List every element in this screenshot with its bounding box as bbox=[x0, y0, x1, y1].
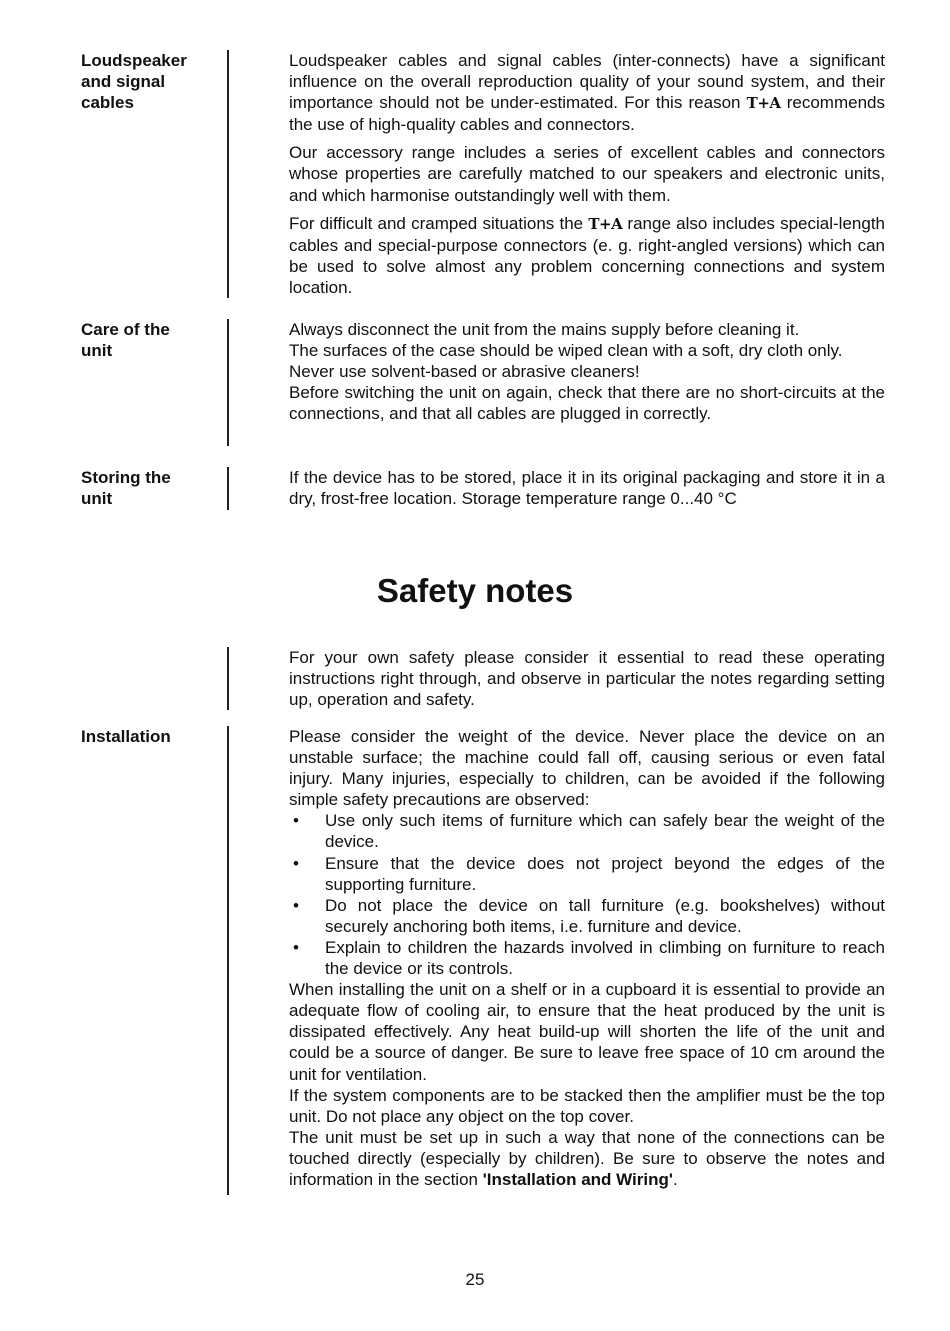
list-item-text: Explain to children the hazards involved in climbing on furniture to reach the device or its controls. bbox=[325, 937, 885, 979]
margin-rule bbox=[227, 726, 229, 1195]
safety-intro-text: For your own safety please consider it essential to read these operating instructions right through, and observe in particular the notes regarding setting up, operation and safety. bbox=[289, 648, 885, 710]
care-line-4: Before switching the unit on again, check that there are no short-circuits at the connections, and that all cables are plugged in correctly. bbox=[289, 383, 885, 424]
care-line-3: Never use solvent-based or abrasive cleaners! bbox=[289, 362, 640, 382]
cables-body bbox=[289, 50, 885, 298]
section-title-care: Care of the unit bbox=[81, 320, 170, 360]
care-line-2: The surfaces of the case should be wiped clean with a soft, dry cloth only. bbox=[289, 341, 843, 361]
list-item-text: Do not place the device on tall furniture (e.g. bookshelves) without securely anchoring both items, i.e. furniture and device. bbox=[325, 895, 885, 936]
text-span: For difficult and cramped situations the bbox=[289, 213, 589, 233]
installation-paragraph-1: Please consider the weight of the device. Never place the device on an unstable surface; the machine could fall off, causing serious or even fatal injury. Many injuries, especially to children, can be avoided if the following simple safety precautions are observed: bbox=[289, 727, 885, 810]
installation-body bbox=[289, 726, 885, 1190]
cables-paragraph-3 bbox=[289, 213, 885, 298]
page-title: Safety notes bbox=[376, 572, 574, 609]
care-line-1: Always disconnect the unit from the mains supply before cleaning it. bbox=[289, 320, 800, 339]
brand-logo: T+A bbox=[588, 214, 623, 233]
section-reference: 'Installation and Wiring' bbox=[482, 1169, 673, 1189]
bullet-icon: • bbox=[293, 937, 299, 957]
text-span: range also includes special-length cables and special-purpose connectors (e. g. right-angled versions) which can be used to solve almost any problem concerning connections and system location. bbox=[289, 213, 886, 297]
cables-paragraph-1 bbox=[289, 50, 885, 135]
text-span: . bbox=[672, 1169, 678, 1189]
cables-paragraph-2: Our accessory range includes a series of excellent cables and connectors whose properties are carefully matched to our speakers and electronic units, and which harmonise outstandingly well with them. bbox=[289, 143, 885, 205]
text-span: recommends the use of high-quality cables and connectors. bbox=[289, 93, 885, 135]
care-body bbox=[289, 319, 885, 424]
margin-rule bbox=[227, 50, 229, 298]
safety-intro bbox=[289, 647, 885, 710]
installation-paragraph-4 bbox=[289, 1127, 885, 1190]
section-title-storing: Storing the unit bbox=[81, 468, 171, 508]
safety-precautions-list bbox=[289, 810, 885, 979]
section-title-installation: Installation bbox=[81, 727, 171, 746]
bullet-icon: • bbox=[293, 853, 299, 873]
storing-body bbox=[289, 467, 885, 509]
bullet-icon: • bbox=[293, 895, 299, 915]
brand-logo: T+A bbox=[746, 94, 781, 113]
list-item bbox=[289, 937, 885, 979]
list-item bbox=[289, 853, 885, 895]
section-title-cables: Loudspeaker and signal cables bbox=[81, 51, 187, 112]
margin-rule bbox=[227, 319, 229, 446]
installation-paragraph-2: When installing the unit on a shelf or in a cupboard it is essential to provide an adequate flow of cooling air, to ensure that the heat produced by the unit is dissipated effectively. Any heat build-up will shorten the life of the unit and could be a source of danger. Be sure to leave free space of 10 cm around the unit for ventilation. bbox=[289, 980, 885, 1084]
list-item-text: Use only such items of furniture which can safely bear the weight of the device. bbox=[325, 811, 885, 852]
list-item-text: Ensure that the device does not project beyond the edges of the supporting furniture. bbox=[325, 853, 885, 894]
text-span: Loudspeaker cables and signal cables (inter-connects) have a significant influence on the overall reproduction quality of your sound system, and their importance should not be under-estimated. For this reason bbox=[289, 51, 885, 113]
list-item bbox=[289, 810, 885, 852]
storing-text: If the device has to be stored, place it in its original packaging and store it in a dry, frost-free location. Storage temperature range 0...40 °C bbox=[289, 468, 885, 509]
bullet-icon: • bbox=[293, 811, 299, 831]
installation-paragraph-3: If the system components are to be stacked then the amplifier must be the top unit. Do not place any object on the top cover. bbox=[289, 1085, 885, 1126]
page-number: 25 bbox=[465, 1270, 485, 1289]
text-span: The unit must be set up in such a way that none of the connections can be touched directly (especially by children). Be sure to observe the notes and information in the section bbox=[289, 1127, 885, 1189]
margin-rule bbox=[227, 467, 229, 510]
list-item bbox=[289, 895, 885, 937]
margin-rule bbox=[227, 647, 229, 710]
